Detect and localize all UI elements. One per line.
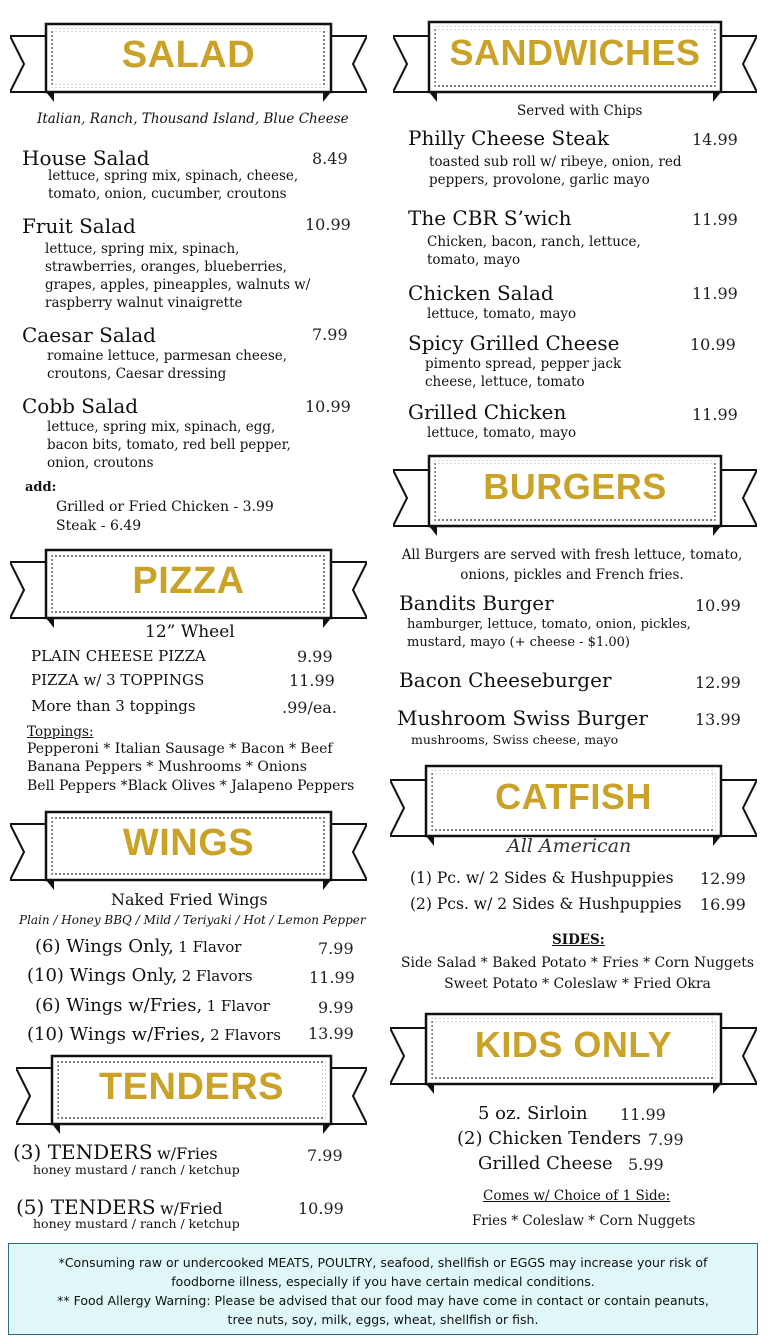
- tenders-row: (3) TENDERS w/Fries: [13, 1140, 218, 1164]
- kids-row-price: 5.99: [628, 1155, 664, 1174]
- catfish-sides-label: SIDES:: [552, 932, 605, 948]
- tenders-banner: [16, 1052, 367, 1134]
- tenders-row-desc: honey mustard / ranch / ketchup: [33, 1216, 240, 1231]
- tenders-row-price: 7.99: [307, 1146, 343, 1165]
- wings-banner: [10, 808, 367, 890]
- menu-item-name: Spicy Grilled Cheese: [408, 331, 620, 355]
- menu-item-desc: Chicken, bacon, ranch, lettuce, tomato, mayo: [427, 234, 641, 268]
- menu-item-name: Fruit Salad: [22, 214, 136, 238]
- burgers-title: BURGERS: [483, 466, 667, 507]
- pizza-toppings-line: Bell Peppers *Black Olives * Jalapeno Peppers: [27, 778, 355, 794]
- wings-row: (6) Wings w/Fries, 1 Flavor: [35, 995, 270, 1016]
- menu-item-price: 13.99: [695, 710, 741, 729]
- menu-item-name: Cobb Salad: [22, 394, 139, 418]
- menu-item-price: 7.99: [312, 325, 348, 344]
- menu-item-price: 11.99: [692, 405, 738, 424]
- menu-item-desc: mushrooms, Swiss cheese, mayo: [411, 732, 619, 747]
- menu-item-name: Mushroom Swiss Burger: [397, 706, 648, 730]
- tenders-row-desc: honey mustard / ranch / ketchup: [33, 1162, 240, 1177]
- menu-item-name: House Salad: [22, 146, 150, 170]
- menu-item-name: Philly Cheese Steak: [408, 126, 610, 150]
- kids-row-name: (2) Chicken Tenders: [457, 1128, 642, 1149]
- kids-row-price: 7.99: [648, 1130, 684, 1149]
- kids-banner: [390, 1012, 757, 1094]
- menu-item-desc: pimento spread, pepper jack cheese, lettuce, tomato: [425, 356, 622, 390]
- pizza-toppings-line: Banana Peppers * Mushrooms * Onions: [27, 759, 307, 775]
- pizza-banner: [10, 546, 367, 628]
- notice-line: *Consuming raw or undercooked MEATS, POULTRY, seafood, shellfish or EGGS may increase your risk of: [58, 1255, 708, 1270]
- kids-row-price: 11.99: [620, 1105, 666, 1124]
- pizza-row-name: PIZZA w/ 3 TOPPINGS: [31, 671, 205, 689]
- menu-item-price: 10.99: [305, 215, 351, 234]
- pizza-row-name: More than 3 toppings: [31, 697, 196, 715]
- wings-row-price: 9.99: [318, 998, 354, 1017]
- salad-add-label: add:: [25, 480, 57, 495]
- menu-item-desc: lettuce, tomato, mayo: [427, 306, 577, 322]
- allergy-notice: [8, 1243, 758, 1335]
- wings-row: (10) Wings Only, 2 Flavors: [27, 965, 253, 986]
- menu-item-desc: toasted sub roll w/ ribeye, onion, red peppers, provolone, garlic mayo: [429, 154, 682, 188]
- pizza-toppings-line: Pepperoni * Italian Sausage * Bacon * Beef: [27, 741, 333, 757]
- catfish-subtitle: All American: [507, 835, 632, 857]
- menu-item-desc: hamburger, lettuce, tomato, onion, pickles, mustard, mayo (+ cheese - $1.00): [407, 617, 691, 650]
- menu-item-name: Chicken Salad: [408, 281, 554, 305]
- salad-add-line: Grilled or Fried Chicken - 3.99: [56, 499, 274, 515]
- notice-line: tree nuts, soy, milk, eggs, wheat, shellfish or fish.: [227, 1312, 539, 1327]
- burgers-note: All Burgers are served with fresh lettuce, tomato, onions, pickles and French fries.: [401, 547, 743, 583]
- pizza-title: PIZZA: [132, 560, 245, 602]
- salad-title: SALAD: [121, 34, 256, 76]
- menu-item-desc: romaine lettuce, parmesan cheese, croutons, Caesar dressing: [47, 348, 288, 382]
- kids-title: KIDS ONLY: [474, 1024, 673, 1065]
- salad-banner: [10, 22, 367, 104]
- kids-sides: Fries * Coleslaw * Corn Nuggets: [472, 1213, 696, 1229]
- wings-row-price: 11.99: [309, 968, 355, 987]
- salad-dressings: Italian, Ranch, Thousand Island, Blue Cheese: [37, 111, 349, 127]
- notice-line: foodborne illness, especially if you have certain medical conditions.: [171, 1274, 595, 1289]
- tenders-row: (5) TENDERS w/Fried: [16, 1195, 223, 1219]
- salad-add-line: Steak - 6.49: [56, 518, 142, 534]
- menu-item-desc: lettuce, tomato, mayo: [427, 425, 577, 441]
- tenders-row-price: 10.99: [298, 1199, 344, 1218]
- catfish-row-price: 12.99: [700, 869, 746, 888]
- kids-row-name: Grilled Cheese: [478, 1153, 613, 1174]
- wings-row: (6) Wings Only, 1 Flavor: [35, 936, 242, 957]
- catfish-row-price: 16.99: [700, 895, 746, 914]
- catfish-title: CATFISH: [495, 776, 652, 817]
- catfish-sides: Side Salad * Baked Potato * Fries * Corn Nuggets Sweet Potato * Coleslaw * Fried Okra: [400, 955, 755, 992]
- pizza-toppings-label: Toppings:: [27, 724, 94, 740]
- menu-item-price: 11.99: [692, 284, 738, 303]
- menu-item-price: 10.99: [305, 397, 351, 416]
- wings-row: (10) Wings w/Fries, 2 Flavors: [27, 1024, 281, 1045]
- pizza-row-price: .99/ea.: [282, 698, 337, 717]
- menu-item-price: 10.99: [690, 335, 736, 354]
- catfish-banner: [390, 764, 757, 846]
- kids-row-name: 5 oz. Sirloin: [478, 1103, 588, 1124]
- menu-item-desc: lettuce, spring mix, spinach, strawberries, oranges, blueberries, grapes, apples, pineapples, walnuts w/ raspberry walnut vinaigrette: [45, 241, 311, 311]
- burgers-banner: [393, 454, 757, 536]
- pizza-row-name: PLAIN CHEESE PIZZA: [31, 647, 206, 665]
- wings-title: WINGS: [122, 822, 255, 864]
- wings-subtitle: Naked Fried Wings: [111, 890, 268, 909]
- menu-item-name: Grilled Chicken: [408, 400, 567, 424]
- pizza-row-price: 9.99: [297, 647, 333, 666]
- catfish-row-name: (2) Pcs. w/ 2 Sides & Hushpuppies: [410, 895, 682, 913]
- wings-flavors: Plain / Honey BBQ / Mild / Teriyaki / Hot / Lemon Pepper: [19, 913, 366, 927]
- menu-item-price: 11.99: [692, 210, 738, 229]
- sandwiches-title: SANDWICHES: [449, 32, 701, 73]
- menu-item-price: 8.49: [312, 149, 348, 168]
- menu-item-desc: lettuce, spring mix, spinach, cheese, tomato, onion, cucumber, croutons: [48, 168, 299, 202]
- pizza-size: 12” Wheel: [145, 622, 235, 642]
- menu-item-desc: lettuce, spring mix, spinach, egg, bacon bits, tomato, red bell pepper, onion, croutons: [47, 419, 291, 471]
- sandwiches-note: Served with Chips: [517, 103, 643, 119]
- kids-comes-with: Comes w/ Choice of 1 Side:: [483, 1188, 671, 1204]
- menu-item-name: The CBR S’wich: [408, 206, 572, 230]
- catfish-row-name: (1) Pc. w/ 2 Sides & Hushpuppies: [410, 869, 674, 887]
- sandwiches-banner: [393, 20, 757, 102]
- tenders-title: TENDERS: [98, 1066, 285, 1108]
- notice-line: ** Food Allergy Warning: Please be advised that our food may have come in contact or contain peanuts,: [57, 1293, 709, 1308]
- menu-item-name: Bacon Cheeseburger: [399, 668, 612, 692]
- menu-item-name: Bandits Burger: [399, 591, 554, 615]
- menu-item-price: 14.99: [692, 130, 738, 149]
- wings-row-price: 7.99: [318, 939, 354, 958]
- pizza-row-price: 11.99: [289, 671, 335, 690]
- menu-item-price: 10.99: [695, 596, 741, 615]
- menu-item-price: 12.99: [695, 673, 741, 692]
- menu-item-name: Caesar Salad: [22, 323, 156, 347]
- wings-row-price: 13.99: [308, 1024, 354, 1043]
